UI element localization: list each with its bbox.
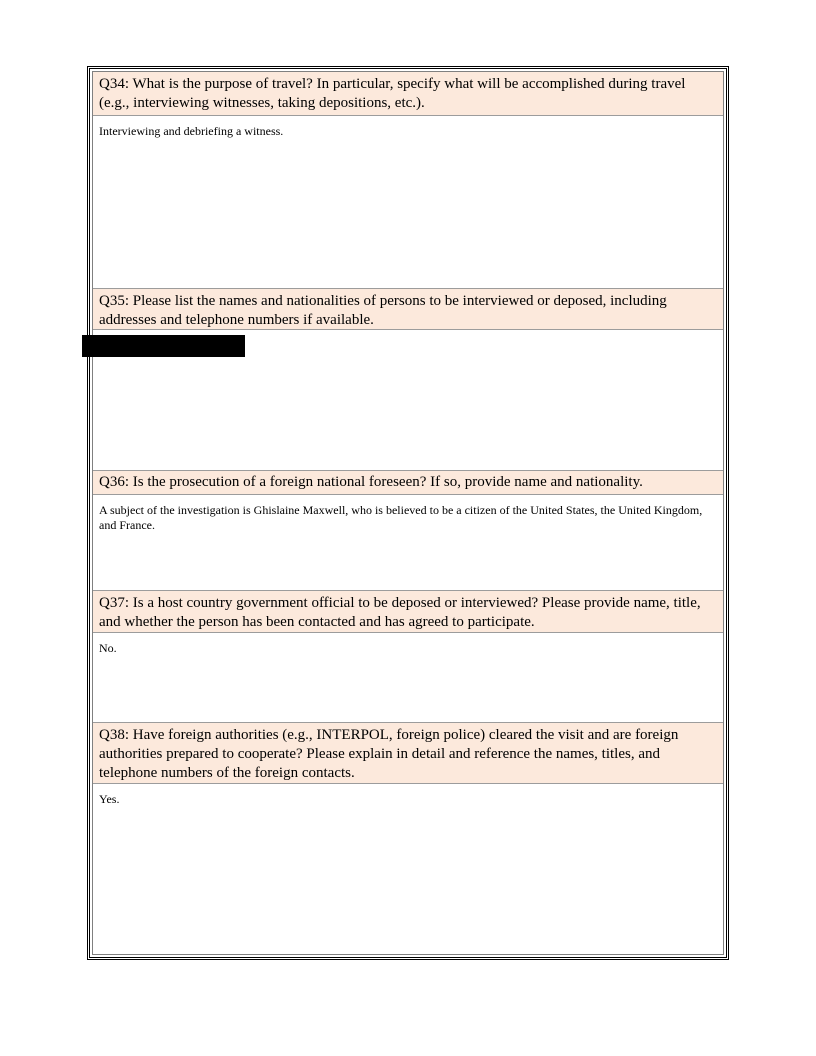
answer-text-q37: No. [99, 641, 117, 655]
redaction-bar [82, 335, 245, 357]
travel-request-form [87, 66, 729, 960]
question-prompt-q36: Q36: Is the prosecution of a foreign national foreseen? If so, provide name and nationality. [93, 470, 723, 495]
question-block-q37 [93, 590, 723, 723]
question-block-q34 [93, 72, 723, 289]
answer-text-q36: A subject of the investigation is Ghislaine Maxwell, who is believed to be a citizen of the United States, the United Kingdom, and France. [99, 503, 703, 532]
question-prompt-q37: Q37: Is a host country government official to be deposed or interviewed? Please provide name, title, and whether the person has been contacted and has agreed to participate. [93, 590, 723, 633]
question-prompt-q35: Q35: Please list the names and nationalities of persons to be interviewed or deposed, including addresses and telephone numbers if available. [93, 288, 723, 330]
question-prompt-q38: Q38: Have foreign authorities (e.g., INTERPOL, foreign police) cleared the visit and are foreign authorities prepared to cooperate? Please explain in detail and reference the names, titles, and telephone numbers of the foreign contacts. [93, 722, 723, 784]
form-inner-border [92, 71, 724, 955]
question-prompt-q34: Q34: What is the purpose of travel? In particular, specify what will be accomplished during travel (e.g., interviewing witnesses, taking depositions, etc.). [93, 72, 723, 116]
question-block-q38 [93, 722, 723, 958]
question-block-q35 [93, 288, 723, 471]
answer-text-q38: Yes. [99, 792, 120, 806]
answer-text-q34: Interviewing and debriefing a witness. [99, 124, 284, 138]
question-block-q36 [93, 470, 723, 592]
